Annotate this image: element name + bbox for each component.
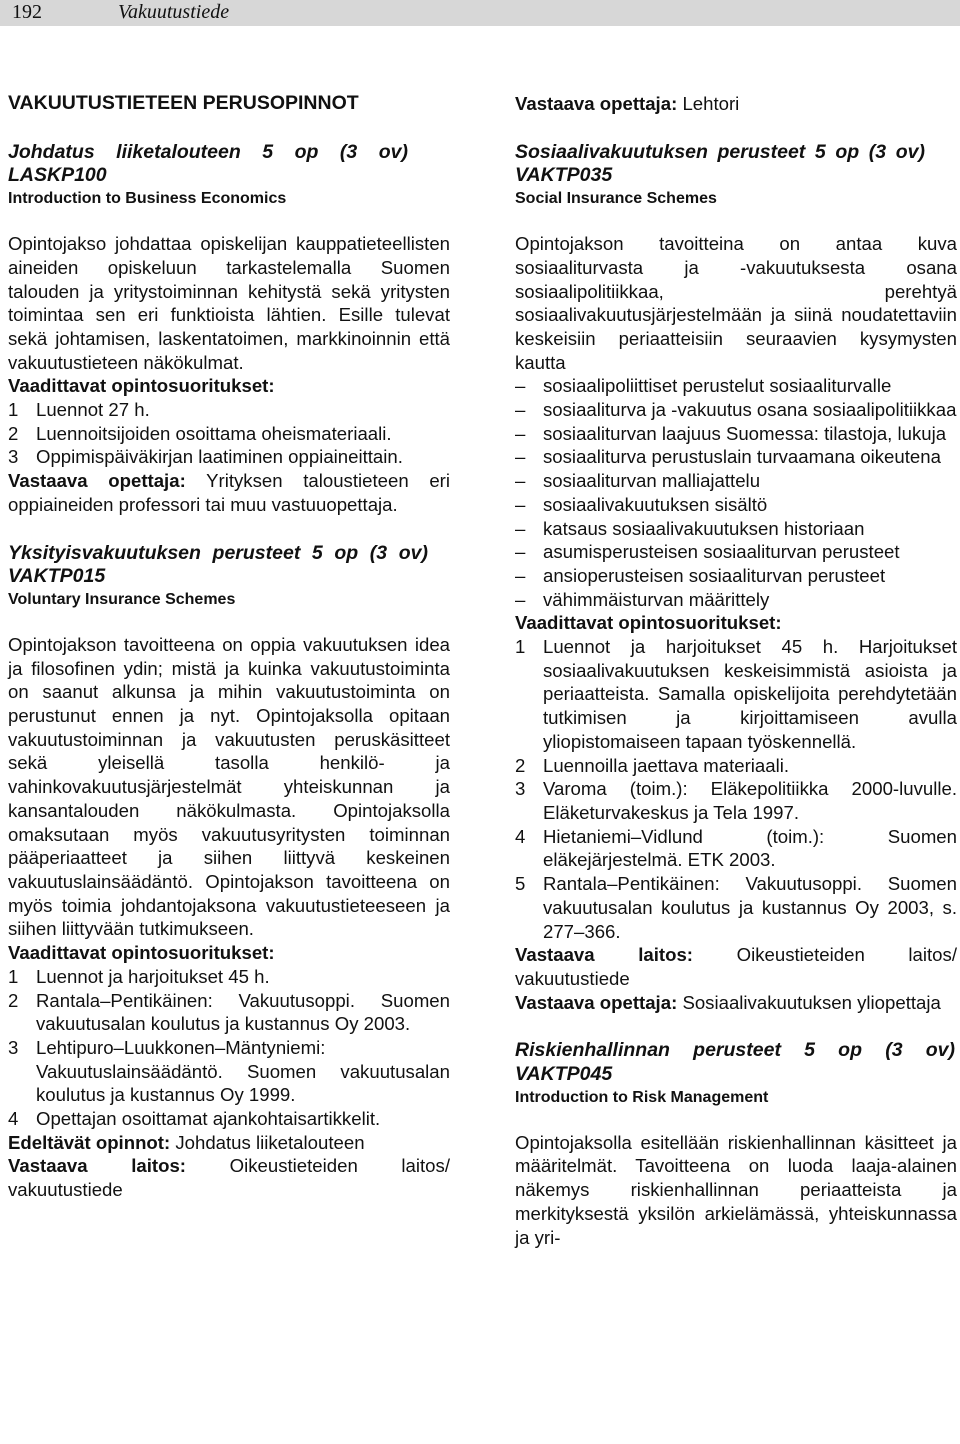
department-label: Vastaava laitos:: [8, 1155, 186, 1177]
dash-marker: –: [515, 517, 526, 539]
item-text: Luennot 27 h.: [36, 399, 150, 421]
requirements-list: [8, 965, 450, 1131]
item-number: 1: [8, 965, 19, 987]
list-item: [515, 777, 957, 824]
course-description: Opintojakson tavoitteena on oppia vakuutuksen idea ja filosofinen ydin; mistä ja kuinka vakuutustoiminta on saanut alkunsa ja mihin vakuutustoiminta on perustunut ennen ja nyt. Opintojaksolla opitaan vakuutustoiminnan ja vakuutusten peruskäsitteet sekä yleisellä tasolla henkilö- ja vahinkovakuutusjärjestelmät yhteiskunnan ja kansantalouden näkökulmasta. Opintojaksolla omaksutaan myös vakuutusyritysten toiminnan pääperiaatteet ja siihen liittyvä keskeinen vakuutuslainsäädäntö. Opintojakson tavoitteena on myös toimia johdantojaksona vakuutustieteeseen ja siihen liittyvään tutkimukseen.: [8, 633, 450, 940]
list-item: [515, 872, 957, 943]
list-item: [8, 1036, 450, 1107]
list-item: [8, 965, 450, 989]
item-text: Rantala–Pentikäinen: Vakuutusoppi. Suomen vakuutusalan koulutus ja kustannus Oy 2003.: [36, 989, 450, 1035]
dash-marker: –: [515, 493, 526, 515]
teacher-label: Vastaava opettaja:: [515, 93, 678, 114]
course-description: Opintojakson tavoitteina on antaa kuva sosiaaliturvasta ja -vakuutuksesta osana sosiaalipolitiikkaa, perehtyä sosiaalivakuutusjärjestelmään ja siinä noudatettaviin keskeisiin periaatteisiin seuraavien kysymysten kautta: [515, 233, 957, 373]
item-text: Hietaniemi–Vidlund (toim.): Suomen eläkejärjestelmä. ETK 2003.: [543, 825, 957, 871]
item-number: 5: [515, 873, 526, 895]
list-item: [515, 635, 957, 754]
item-text: Luennot ja harjoitukset 45 h.: [36, 965, 270, 987]
item-text: ansioperusteisen sosiaaliturvan perusteet: [543, 564, 886, 586]
item-text: sosiaaliturva perustuslain turvaamana oikeutena: [543, 446, 941, 468]
requirements-list: [8, 398, 450, 469]
item-text: Varoma (toim.): Eläkepolitiikka 2000-luvulle. Eläketurvakeskus ja Tela 1997.: [543, 778, 957, 823]
requirements-list: [515, 635, 957, 943]
item-text: Luennot ja harjoitukset 45 h. Harjoitukset sosiaalivakuutuksen keskeisimmistä asioista ja periaatteista. Samalla opiskelijoita perehdytetään tutkimisen ja kirjoittamiseen avulla yliopistomaiseen tapaan työskennellä.: [543, 636, 957, 752]
item-text: sosiaalivakuutuksen sisältö: [543, 493, 768, 515]
dash-marker: –: [515, 399, 526, 421]
course-subtitle: Introduction to Business Economics: [8, 190, 287, 208]
item-number: 2: [515, 754, 526, 776]
dash-marker: –: [515, 564, 526, 586]
prereq-label: Edeltävät opinnot:: [8, 1131, 171, 1153]
item-text: sosiaalipoliittiset perustelut sosiaaliturvalle: [543, 375, 892, 397]
course-subtitle: Social Insurance Schemes: [515, 190, 717, 208]
requirements-label: Vaadittavat opintosuoritukset:: [8, 375, 275, 397]
department-value: Oikeustieteiden laitos/ vakuutustiede: [8, 1155, 450, 1201]
dash-marker: –: [515, 541, 526, 563]
teacher-value: Lehtori: [682, 93, 740, 114]
section-title: VAKUUTUSTIETEEN PERUSOPINNOT: [8, 92, 359, 114]
item-text: Rantala–Pentikäinen: Vakuutusoppi. Suomen vakuutusalan koulutus ja kustannus Oy 2003, s. 277–366.: [543, 873, 957, 942]
list-item: [515, 540, 957, 564]
department-label: Vastaava laitos:: [515, 944, 693, 966]
course-title: Riskienhallinnan perusteet 5 op (3 ov) VAKTP045: [515, 1039, 955, 1086]
page-header: [0, 0, 960, 26]
teacher-label: Vastaava opettaja:: [8, 470, 186, 492]
list-item: [515, 754, 957, 778]
item-text: vähimmäisturvan määrittely: [543, 588, 770, 610]
item-number: 1: [8, 399, 19, 421]
dash-marker: –: [515, 588, 526, 610]
item-text: asumisperusteisen sosiaaliturvan perusteet: [543, 541, 900, 563]
list-item: [515, 398, 957, 422]
course-description: Opintojakso johdattaa opiskelijan kauppatieteellisten aineiden opiskeluun tarkastelemalla Suomen talouden ja yritystoiminnan kehitystä sekä yritysten toimintaa sen eri funktioista lähtien. Esille tulevat sekä johtamisen, laskentatoimen, markkinoinnin että vakuutustieteen näkökulmat.: [8, 233, 450, 373]
teacher-label: Vastaava opettaja:: [515, 991, 678, 1013]
prereq-value: Johdatus liiketalouteen: [175, 1131, 365, 1153]
list-item: [515, 588, 957, 612]
dash-marker: –: [515, 375, 526, 397]
course-title: Sosiaalivakuutuksen perusteet 5 op (3 ov) VAKTP035: [515, 140, 925, 187]
list-item: [515, 564, 957, 588]
list-item: [8, 1107, 450, 1131]
left-column: [8, 92, 450, 1202]
topic-list: [515, 374, 957, 611]
right-column: [515, 92, 957, 1249]
responsible-teacher-top: [515, 92, 957, 116]
item-number: 1: [515, 636, 526, 658]
responsible-teacher: [8, 469, 450, 516]
requirements-label: Vaadittavat opintosuoritukset:: [515, 612, 782, 634]
item-number: 2: [8, 989, 19, 1011]
responsible-department: [515, 943, 957, 990]
responsible-department: [8, 1154, 450, 1201]
item-number: 3: [515, 778, 526, 800]
list-item: [8, 989, 450, 1036]
item-number: 4: [515, 825, 526, 847]
item-text: Luennoilla jaettava materiaali.: [543, 754, 790, 776]
item-text: Lehtipuro–Luukkonen–Mäntyniemi: Vakuutuslainsäädäntö. Suomen vakuutusalan koulutus ja kustannus Oy 1999.: [36, 1036, 450, 1106]
list-item: [515, 445, 957, 469]
item-number: 4: [8, 1108, 19, 1130]
list-item: [515, 825, 957, 872]
item-text: sosiaaliturvan laajuus Suomessa: tilastoja, lukuja: [543, 422, 947, 444]
responsible-teacher: [515, 991, 957, 1015]
item-text: sosiaaliturvan malliajattelu: [543, 470, 761, 492]
list-item: [8, 398, 450, 422]
item-text: sosiaaliturva ja -vakuutus osana sosiaalipolitiikkaa: [543, 399, 957, 421]
page-number: 192: [12, 1, 42, 23]
item-number: 3: [8, 1036, 19, 1058]
teacher-value: Sosiaalivakuutuksen yliopettaja: [682, 991, 941, 1013]
list-item: [515, 422, 957, 446]
course-title: Yksityisvakuutuksen perusteet 5 op (3 ov) VAKTP015: [8, 541, 428, 588]
item-number: 3: [8, 446, 19, 468]
requirements-label: Vaadittavat opintosuoritukset:: [8, 942, 275, 964]
item-number: 2: [8, 422, 19, 444]
list-item: [8, 422, 450, 446]
list-item: [515, 469, 957, 493]
list-item: [515, 374, 957, 398]
teacher-value: Yrityksen taloustieteen eri oppiaineiden professori tai muu vastuuopettaja.: [8, 470, 450, 515]
list-item: [515, 517, 957, 541]
item-text: Oppimispäiväkirjan laatiminen oppiaineittain.: [36, 446, 403, 468]
running-title: Vakuutustiede: [118, 1, 230, 23]
prerequisites: [8, 1131, 450, 1155]
course-title: Johdatus liiketalouteen 5 op (3 ov) LASKP100: [8, 140, 408, 187]
course-subtitle: Voluntary Insurance Schemes: [8, 590, 236, 608]
course-description: Opintojaksolla esitellään riskienhallinnan käsitteet ja määritelmät. Tavoitteena on luoda laaja-alainen näkemys riskienhallinnan periaatteista ja merkityksestä yksilön arkielämässä, yhteiskunnassa ja yri-: [515, 1131, 957, 1248]
item-text: katsaus sosiaalivakuutuksen historiaan: [543, 517, 865, 539]
course-subtitle: Introduction to Risk Management: [515, 1088, 769, 1106]
list-item: [515, 493, 957, 517]
dash-marker: –: [515, 470, 526, 492]
list-item: [8, 445, 450, 469]
item-text: Opettajan osoittamat ajankohtaisartikkelit.: [36, 1108, 381, 1130]
department-value: Oikeustieteiden laitos/ vakuutustiede: [515, 944, 957, 989]
dash-marker: –: [515, 446, 526, 468]
item-text: Luennoitsijoiden osoittama oheismateriaali.: [36, 422, 392, 444]
dash-marker: –: [515, 422, 526, 444]
